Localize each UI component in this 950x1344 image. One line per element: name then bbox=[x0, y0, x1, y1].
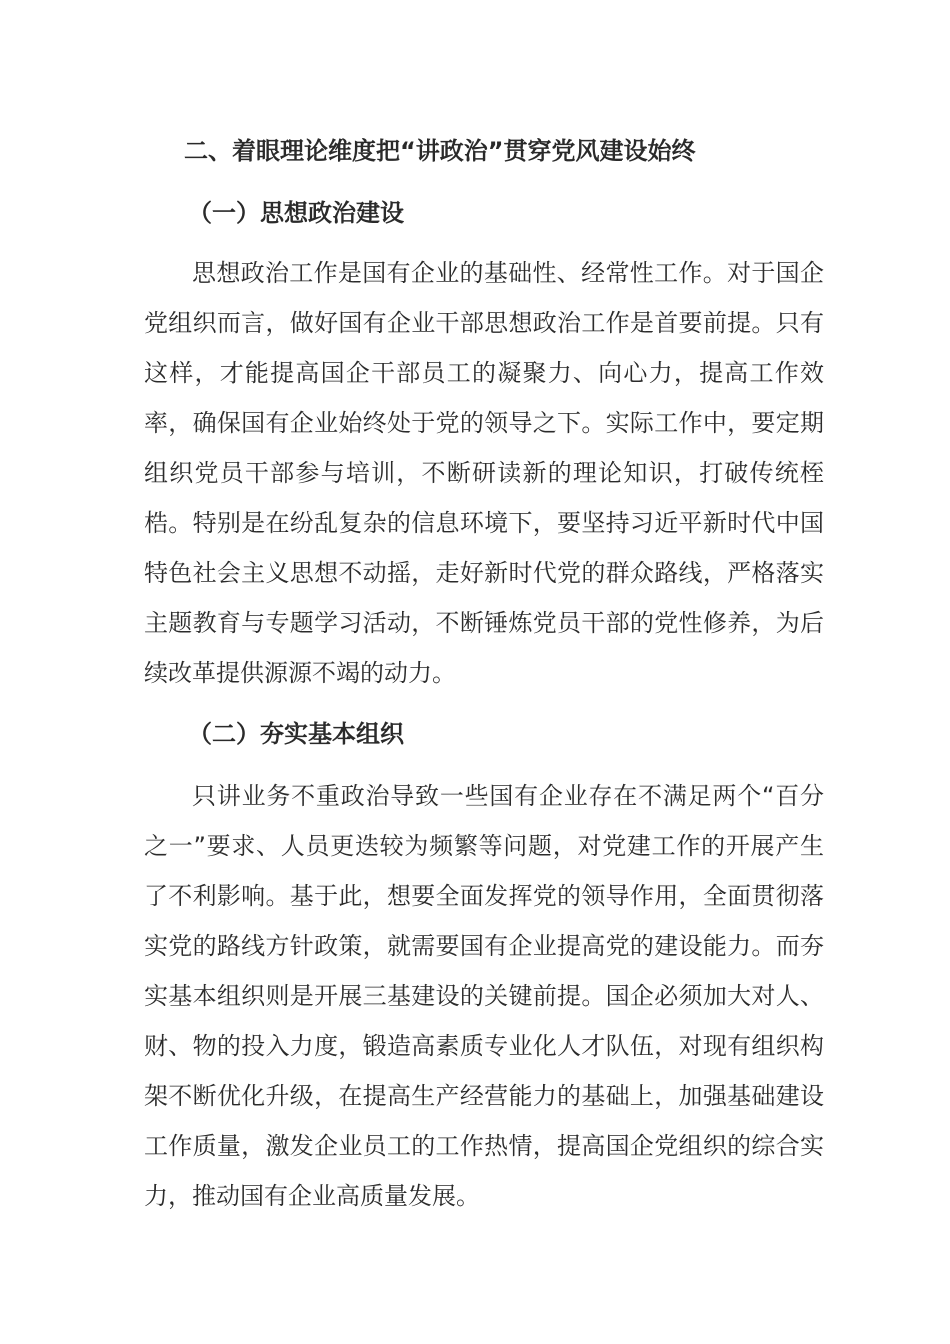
paragraph-basic-organization: 只讲业务不重政治导致一些国有企业存在不满足两个“百分之一”要求、人员更迭较为频繁等问题，对党建工作的开展产生了不利影响。基于此，想要全面发挥党的领导作用，全面贯彻落实党的路线方针政策，就需要国有企业提高党的建设能力。而夯实基本组织则是开展三基建设的关键前提。国企必须加大对人、财、物的投入力度，锻造高素质专业化人才队伍，对现有组织构架不断优化升级，在提高生产经营能力的基础上，加强基础建设工作质量，激发企业员工的工作热情，提高国企党组织的综合实力，推动国有企业高质量发展。 bbox=[144, 782, 824, 1210]
section-heading: 二、着眼理论维度把“讲政治”贯穿党风建设始终 bbox=[184, 137, 696, 165]
subsection-heading-thought-politics: （一）思想政治建设 bbox=[188, 199, 404, 227]
paragraph-thought-politics: 思想政治工作是国有企业的基础性、经常性工作。对于国企党组织而言，做好国有企业干部思想政治工作是首要前提。只有这样，才能提高国企干部员工的凝聚力、向心力，提高工作效率，确保国有企业始终处于党的领导之下。实际工作中，要定期组织党员干部参与培训，不断研读新的理论知识，打破传统桎梏。特别是在纷乱复杂的信息环境下，要坚持习近平新时代中国特色社会主义思想不动摇，走好新时代党的群众路线，严格落实主题教育与专题学习活动，不断锤炼党员干部的党性修养，为后续改革提供源源不竭的动力。 bbox=[144, 259, 824, 687]
subsection-heading-basic-organization: （二）夯实基本组织 bbox=[188, 720, 404, 748]
